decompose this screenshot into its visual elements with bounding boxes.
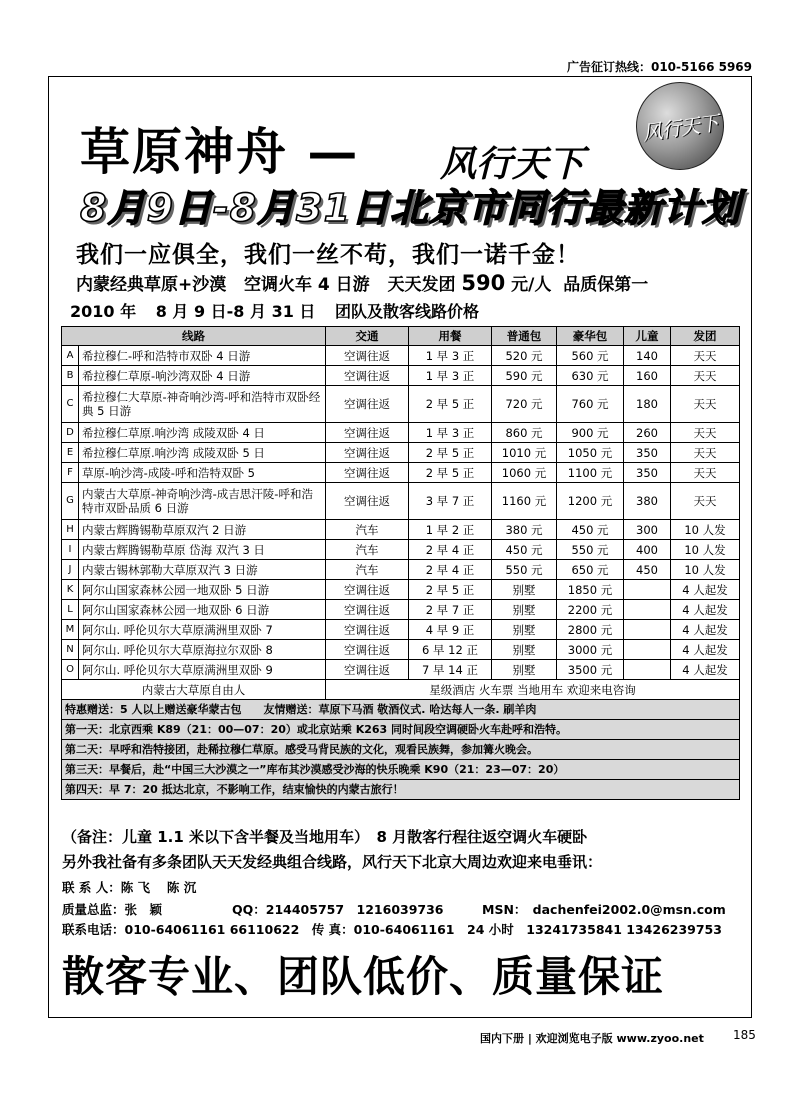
route-name: 希拉穆仁草原-响沙湾双卧 4 日游 [79, 366, 326, 386]
ad-hotline: 广告征订热线：010-5166 5969 [566, 60, 752, 74]
dates-title: 8月9日-8月31日北京市同行最新计划 [80, 186, 741, 230]
gift-info: 特惠赠送：5 人以上赠送豪华蒙古包 友情赠送：草原下马酒 敬酒仪式. 哈达每人一条. 刷羊肉 [62, 700, 740, 720]
header-child: 儿童 [624, 327, 671, 346]
header-standard: 普通包 [492, 327, 557, 346]
route-name: 希拉穆仁大草原-神奇响沙湾-呼和浩特市双卧经典 5 日游 [79, 386, 326, 423]
route-name: 内蒙古辉腾锡勒草原双汽 2 日游 [79, 520, 326, 540]
route-name: 阿尔山. 呼伦贝尔大草原海拉尔双卧 8 [79, 640, 326, 660]
table-row: D 希拉穆仁草原.响沙湾 成陵双卧 4 日 空调往返 1 早 3 正 860 元 900 元 260 天天 [62, 423, 740, 443]
header-meals: 用餐 [409, 327, 492, 346]
route-name: 内蒙古锡林郭勒大草原双汽 3 日游 [79, 560, 326, 580]
offer-price: 590 [461, 271, 506, 295]
msn-address: MSN： dachenfei2002.0@msn.com [482, 902, 726, 917]
header-depart: 发团 [671, 327, 740, 346]
header-route: 线路 [62, 327, 326, 346]
free-travel-label: 内蒙古大草原自由人 [62, 680, 326, 700]
header-transport: 交通 [326, 327, 409, 346]
route-name: 阿尔山国家森林公园一地双卧 5 日游 [79, 580, 326, 600]
itinerary-day: 第四天：早 7：20 抵达北京，不影响工作，结束愉快的内蒙古旅行！ [62, 780, 740, 800]
gift-row [62, 700, 740, 720]
table-row: I 内蒙古辉腾锡勒草原 岱海 双汽 3 日 汽车 2 早 4 正 450 元 550 元 400 10 人发 [62, 540, 740, 560]
brand-title: 风行天下 [440, 143, 585, 185]
main-title: 草原神舟 — [80, 122, 360, 181]
table-row: A 希拉穆仁-呼和浩特市双卧 4 日游 空调往返 1 早 3 正 520 元 560 元 140 天天 [62, 346, 740, 366]
route-name: 希拉穆仁草原.响沙湾 成陵双卧 5 日 [79, 443, 326, 463]
table-row: O 阿尔山. 呼伦贝尔大草原满洲里双卧 9 空调往返 7 早 14 正 别墅 3500 元 4 人起发 [62, 660, 740, 680]
offer-unit: 元/人 [511, 275, 552, 295]
logo-text: 风行天下 [640, 110, 720, 145]
contact-person: 联 系 人：陈 飞 陈 沉 [62, 880, 197, 895]
bottom-slogan: 散客专业、团队低价、质量保证 [62, 952, 665, 1001]
route-name: 草原-响沙湾-成陵-呼和浩特双卧 5 [79, 463, 326, 483]
quality-director: 质量总监：张 颖 [62, 902, 163, 917]
phone-numbers: 联系电话：010-64061161 66110622 传 真：010-64061161 24 小时 13241735841 13426239753 [62, 922, 722, 937]
table-row: H 内蒙古辉腾锡勒草原双汽 2 日游 汽车 1 早 2 正 380 元 450 元 300 10 人发 [62, 520, 740, 540]
route-name: 内蒙古大草原-神奇响沙湾-成吉思汗陵-呼和浩特市双卧品质 6 日游 [79, 483, 326, 520]
featured-offer [76, 270, 648, 295]
table-row: J 内蒙古锡林郭勒大草原双汽 3 日游 汽车 2 早 4 正 550 元 650 元 450 10 人发 [62, 560, 740, 580]
offer-route: 内蒙经典草原+沙漠 [76, 275, 227, 295]
brand-logo [636, 82, 724, 170]
table-row: B 希拉穆仁草原-响沙湾双卧 4 日游 空调往返 1 早 3 正 590 元 630 元 160 天天 [62, 366, 740, 386]
table-row: N 阿尔山. 呼伦贝尔大草原海拉尔双卧 8 空调往返 6 早 12 正 别墅 3000 元 4 人起发 [62, 640, 740, 660]
period-dates: 8 月 9 日-8 月 31 日 [155, 302, 316, 321]
itinerary-day: 第三天：早餐后，赴“中国三大沙漠之一”库布其沙漠感受沙海的快乐晚乘 K90（21：23—07：20） [62, 760, 740, 780]
table-row: F 草原-响沙湾-成陵-呼和浩特双卧 5 空调往返 2 早 5 正 1060 元 1100 元 350 天天 [62, 463, 740, 483]
offer-quality: 品质保第一 [563, 275, 649, 295]
price-period [70, 299, 493, 322]
route-name: 希拉穆仁-呼和浩特市双卧 4 日游 [79, 346, 326, 366]
slogan: 我们一应俱全，我们一丝不苟，我们一诺千金！ [76, 242, 580, 268]
route-name: 希拉穆仁草原.响沙湾 成陵双卧 4 日 [79, 423, 326, 443]
itinerary-day: 第二天：早呼和浩特接团，赴稀拉穆仁草原。感受马背民族的文化，观看民族舞，参加篝火晚会。 [62, 740, 740, 760]
period-desc: 团队及散客线路价格 [335, 302, 480, 321]
itinerary-day: 第一天：北京西乘 K89（21：00—07：20）或北京站乘 K263 同时间段空调硬卧火车赴呼和浩特。 [62, 720, 740, 740]
qq-numbers: QQ：214405757 1216039736 [232, 902, 444, 917]
table-header [62, 327, 740, 346]
route-name: 阿尔山. 呼伦贝尔大草原满洲里双卧 9 [79, 660, 326, 680]
route-name: 内蒙古辉腾锡勒草原 岱海 双汽 3 日 [79, 540, 326, 560]
table-row: C 希拉穆仁大草原-神奇响沙湾-呼和浩特市双卧经典 5 日游 空调往返 2 早 5 正 720 元 760 元 180 天天 [62, 386, 740, 423]
table-row: K 阿尔山国家森林公园一地双卧 5 日游 空调往返 2 早 5 正 别墅 1850 元 4 人起发 [62, 580, 740, 600]
free-travel-info: 星级酒店 火车票 当地用车 欢迎来电咨询 [326, 680, 740, 700]
table-row: E 希拉穆仁草原.响沙湾 成陵双卧 5 日 空调往返 2 早 5 正 1010 元 1050 元 350 天天 [62, 443, 740, 463]
price-table [61, 326, 740, 800]
child-note: （备注：儿童 1.1 米以下含半餐及当地用车） 8 月散客行程往返空调火车硬卧 [62, 828, 588, 846]
header-luxury: 豪华包 [557, 327, 624, 346]
page-number: 185 [733, 1028, 756, 1042]
free-travel-row [62, 680, 740, 700]
offer-transport: 空调火车 4 日游 [244, 275, 370, 295]
inquiry-note: 另外我社备有多条团队天天发经典组合线路，风行天下北京大周边欢迎来电垂讯： [62, 853, 603, 871]
offer-depart: 天天发团 [387, 275, 456, 295]
period-year: 2010 年 [70, 302, 137, 321]
route-name: 阿尔山. 呼伦贝尔大草原满洲里双卧 7 [79, 620, 326, 640]
table-row: M 阿尔山. 呼伦贝尔大草原满洲里双卧 7 空调往返 4 早 9 正 别墅 2800 元 4 人起发 [62, 620, 740, 640]
page-footer: 国内下册 | 欢迎浏览电子版 www.zyoo.net [480, 1032, 704, 1045]
route-name: 阿尔山国家森林公园一地双卧 6 日游 [79, 600, 326, 620]
table-row: L 阿尔山国家森林公园一地双卧 6 日游 空调往返 2 早 7 正 别墅 2200 元 4 人起发 [62, 600, 740, 620]
table-row: G 内蒙古大草原-神奇响沙湾-成吉思汗陵-呼和浩特市双卧品质 6 日游 空调往返 3 早 7 正 1160 元 1200 元 380 天天 [62, 483, 740, 520]
